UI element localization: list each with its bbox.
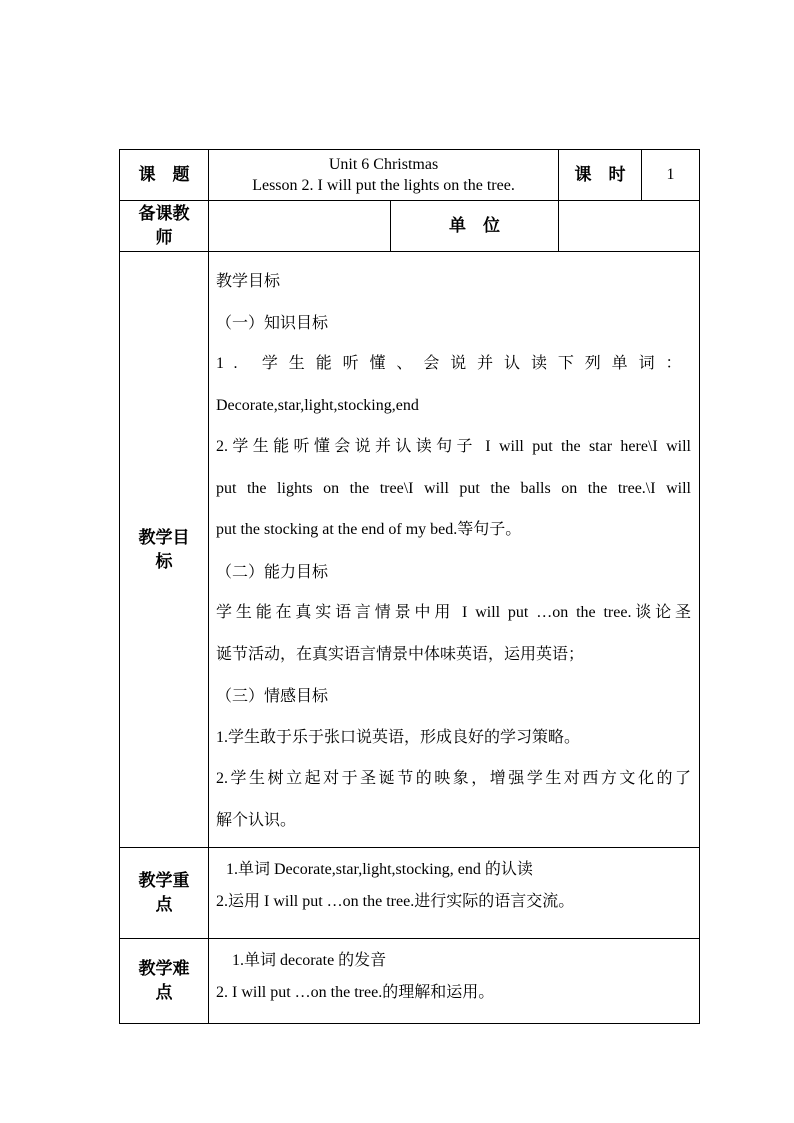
key-points-label-line2: 点 [155,895,173,915]
lesson-plan-table [119,149,700,1024]
key-point-2: 2.运用 I will put …on the tree.进行实际的语言交流。 [216,893,575,910]
teacher-label-line1: 备课教 [138,204,190,224]
unit-value [559,201,700,252]
difficulty-2: 2. I will put …on the tree.的理解和运用。 [216,984,495,1001]
teacher-row [120,201,700,252]
goals-label-line1: 教学目 [138,527,190,548]
teacher-label-line2: 师 [155,228,173,248]
emotion-item-1: 1.学生敢于乐于张口说英语，形成良好的学习策略。 [216,728,581,746]
emotion-item-2-line1: 2.学生树立起对于圣诞节的映象，增强学生对西方文化的了 [216,770,691,787]
ability-line1: 学生能在真实语言情景中用 I will put …on the tree.谈论圣 [216,604,691,621]
knowledge-item-1-line2: Decorate,star,light,stocking,end [216,396,419,414]
knowledge-item-1-line1: 1. 学生能听懂、会说并认读下列单词： [216,355,691,372]
hours-value: 1 [642,150,700,201]
lesson-title-line1: Unit 6 Christmas [328,156,439,173]
goals-label-line2: 标 [155,551,173,572]
goals-content [209,252,700,848]
key-points-label [120,848,209,939]
lesson-title-line2: Lesson 2. I will put the lights on the tree. [252,177,515,194]
knowledge-item-2-line1: 2.学生能听懂会说并认读句子 I will put the star here\I will [216,438,691,455]
knowledge-item-2-line3: put the stocking at the end of my bed.等句子。 [216,521,522,538]
teacher-label [120,201,209,252]
difficulties-label [120,939,209,1024]
knowledge-item-2-line2: put the lights on the tree\I will put the balls on the tree.\I will [216,479,691,497]
teacher-value [209,201,391,252]
emotion-heading: （三）情感目标 [216,686,329,705]
difficulties-label-line2: 点 [155,983,173,1003]
difficulties-content [209,939,700,1024]
goals-row [120,252,700,848]
ability-line2: 诞节活动，在真实语言情景中体味英语，运用英语； [216,645,585,663]
difficulty-1: 1.单词 decorate 的发音 [232,952,387,969]
key-point-1: 1.单词 Decorate,star,light,stocking, end 的认读 [226,861,533,878]
key-points-row [120,848,700,939]
goals-label [120,252,209,848]
header-row [120,150,700,201]
knowledge-heading: （一）知识目标 [216,312,329,332]
topic-label: 课 题 [120,150,209,201]
key-points-label-line1: 教学重 [138,871,190,891]
lesson-title [209,150,559,201]
goals-heading: 教学目标 [216,271,281,290]
unit-label: 单 位 [391,201,559,252]
difficulties-row [120,939,700,1024]
hours-label: 课 时 [559,150,642,201]
difficulties-label-line1: 教学难 [138,959,190,979]
key-points-content [209,848,700,939]
emotion-item-2-line2: 解个认识。 [216,811,297,829]
ability-heading: （二）能力目标 [216,561,329,581]
